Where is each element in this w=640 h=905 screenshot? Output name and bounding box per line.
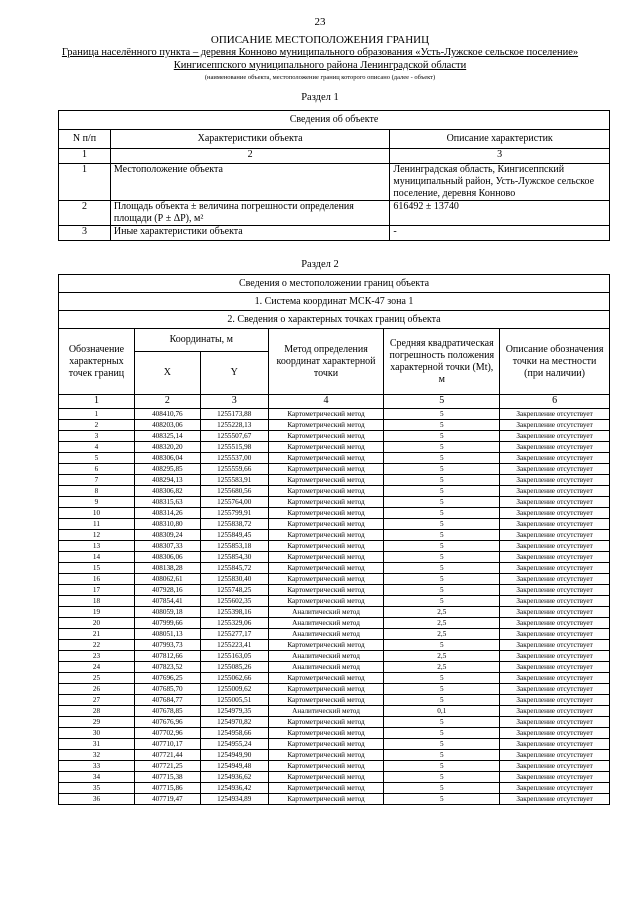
point-description: Закрепление отсутствует <box>500 409 610 420</box>
table-row <box>59 453 610 464</box>
coord-x: 407696,25 <box>134 673 200 684</box>
table-row <box>59 431 610 442</box>
coord-x: 408306,06 <box>134 552 200 563</box>
coord-x: 408138,28 <box>134 563 200 574</box>
coord-y: 1255329,06 <box>200 618 268 629</box>
coord-x: 407678,85 <box>134 706 200 717</box>
coord-y: 1254970,82 <box>200 717 268 728</box>
coordinate-system: 1. Система координат МСК-47 зона 1 <box>59 293 610 311</box>
coord-y: 1255583,91 <box>200 475 268 486</box>
table-row <box>59 201 610 226</box>
point-description: Закрепление отсутствует <box>500 519 610 530</box>
table-row <box>59 164 610 201</box>
point-name: 14 <box>59 552 135 563</box>
coord-y: 1255085,26 <box>200 662 268 673</box>
point-description: Закрепление отсутствует <box>500 596 610 607</box>
point-description: Закрепление отсутствует <box>500 453 610 464</box>
coord-x: 407719,47 <box>134 794 200 805</box>
coord-y: 1255515,98 <box>200 442 268 453</box>
col-error-header: Средняя квадратическая погрешность положения характерной точки (Mt), м <box>384 329 500 395</box>
point-description: Закрепление отсутствует <box>500 629 610 640</box>
table-row <box>59 541 610 552</box>
mean-error: 5 <box>384 497 500 508</box>
mean-error: 5 <box>384 541 500 552</box>
point-description: Закрепление отсутствует <box>500 607 610 618</box>
row-number: 2 <box>59 201 111 226</box>
table-row <box>59 409 610 420</box>
point-name: 29 <box>59 717 135 728</box>
table-row <box>59 563 610 574</box>
table-row <box>59 607 610 618</box>
coord-x: 408310,80 <box>134 519 200 530</box>
coord-y: 1255559,66 <box>200 464 268 475</box>
point-name: 24 <box>59 662 135 673</box>
method: Картометрический метод <box>268 409 384 420</box>
col-index: 3 <box>200 395 268 409</box>
coord-x: 408294,13 <box>134 475 200 486</box>
method: Аналитический метод <box>268 651 384 662</box>
col-characteristic-header: Характеристики объекта <box>110 130 389 149</box>
mean-error: 5 <box>384 684 500 695</box>
point-description: Закрепление отсутствует <box>500 431 610 442</box>
method: Картометрический метод <box>268 750 384 761</box>
method: Картометрический метод <box>268 574 384 585</box>
coord-y: 1255764,00 <box>200 497 268 508</box>
characteristic-value: Ленинградская область, Кингисеппский муниципальный район, Усть-Лужское сельское поселение, деревня Конново <box>390 164 610 201</box>
point-description: Закрепление отсутствует <box>500 695 610 706</box>
table-row <box>59 442 610 453</box>
coord-x: 408325,14 <box>134 431 200 442</box>
table-row <box>59 750 610 761</box>
col-number-header: N п/п <box>59 130 111 149</box>
coord-x: 407685,70 <box>134 684 200 695</box>
object-info-title: Сведения об объекте <box>59 111 610 130</box>
method: Картометрический метод <box>268 783 384 794</box>
table-row <box>59 629 610 640</box>
method: Картометрический метод <box>268 442 384 453</box>
point-name: 16 <box>59 574 135 585</box>
point-name: 23 <box>59 651 135 662</box>
mean-error: 2,5 <box>384 662 500 673</box>
coord-x: 407854,41 <box>134 596 200 607</box>
point-name: 5 <box>59 453 135 464</box>
table-row <box>59 585 610 596</box>
mean-error: 2,5 <box>384 607 500 618</box>
coord-y: 1254955,24 <box>200 739 268 750</box>
coord-y: 1255838,72 <box>200 519 268 530</box>
coord-y: 1255009,62 <box>200 684 268 695</box>
method: Картометрический метод <box>268 640 384 651</box>
point-description: Закрепление отсутствует <box>500 563 610 574</box>
mean-error: 0,1 <box>384 706 500 717</box>
point-description: Закрепление отсутствует <box>500 706 610 717</box>
method: Картометрический метод <box>268 497 384 508</box>
boundary-points-table <box>58 274 610 805</box>
method: Картометрический метод <box>268 761 384 772</box>
point-description: Закрепление отсутствует <box>500 651 610 662</box>
point-name: 6 <box>59 464 135 475</box>
coord-y: 1255845,72 <box>200 563 268 574</box>
coord-y: 1254979,35 <box>200 706 268 717</box>
method: Картометрический метод <box>268 420 384 431</box>
table-row <box>59 226 610 241</box>
coord-y: 1255005,51 <box>200 695 268 706</box>
mean-error: 5 <box>384 695 500 706</box>
point-description: Закрепление отсутствует <box>500 761 610 772</box>
characteristic-name: Площадь объекта ± величина погрешности определения площади (Р ± ΔР), м² <box>110 201 389 226</box>
coord-x: 407993,73 <box>134 640 200 651</box>
method: Картометрический метод <box>268 486 384 497</box>
coord-x: 408309,24 <box>134 530 200 541</box>
point-name: 1 <box>59 409 135 420</box>
coord-y: 1254958,66 <box>200 728 268 739</box>
point-description: Закрепление отсутствует <box>500 541 610 552</box>
table-row <box>59 640 610 651</box>
mean-error: 5 <box>384 673 500 684</box>
row-number: 1 <box>59 164 111 201</box>
coord-y: 1255602,35 <box>200 596 268 607</box>
col-coordinates-header: Координаты, м <box>134 329 268 352</box>
object-name-note: (наименование объекта, местоположение границ которого описано (далее - объект) <box>204 74 436 81</box>
col-description-header: Описание характеристик <box>390 130 610 149</box>
mean-error: 5 <box>384 475 500 486</box>
mean-error: 5 <box>384 563 500 574</box>
table-row <box>59 651 610 662</box>
section2-heading: Раздел 2 <box>301 259 339 270</box>
coord-y: 1255223,41 <box>200 640 268 651</box>
coord-x: 408307,33 <box>134 541 200 552</box>
coord-y: 1254936,62 <box>200 772 268 783</box>
col-method-header: Метод определения координат характерной точки <box>268 329 384 395</box>
coord-y: 1255537,00 <box>200 453 268 464</box>
coord-y: 1255854,30 <box>200 552 268 563</box>
method: Аналитический метод <box>268 607 384 618</box>
point-description: Закрепление отсутствует <box>500 662 610 673</box>
mean-error: 5 <box>384 772 500 783</box>
mean-error: 5 <box>384 486 500 497</box>
col-index: 3 <box>390 149 610 164</box>
mean-error: 5 <box>384 794 500 805</box>
mean-error: 5 <box>384 409 500 420</box>
col-index: 5 <box>384 395 500 409</box>
boundaries-title: Сведения о местоположении границ объекта <box>59 275 610 293</box>
method: Картометрический метод <box>268 552 384 563</box>
point-name: 28 <box>59 706 135 717</box>
coord-y: 1254949,48 <box>200 761 268 772</box>
point-name: 17 <box>59 585 135 596</box>
mean-error: 5 <box>384 783 500 794</box>
point-name: 31 <box>59 739 135 750</box>
point-name: 2 <box>59 420 135 431</box>
mean-error: 2,5 <box>384 651 500 662</box>
point-name: 36 <box>59 794 135 805</box>
method: Картометрический метод <box>268 453 384 464</box>
point-description: Закрепление отсутствует <box>500 739 610 750</box>
method: Картометрический метод <box>268 717 384 728</box>
method: Картометрический метод <box>268 541 384 552</box>
table-row <box>59 530 610 541</box>
col-index: 2 <box>134 395 200 409</box>
table-row <box>59 794 610 805</box>
table-row <box>59 497 610 508</box>
mean-error: 5 <box>384 442 500 453</box>
mean-error: 5 <box>384 453 500 464</box>
mean-error: 5 <box>384 761 500 772</box>
point-description: Закрепление отсутствует <box>500 783 610 794</box>
coord-y: 1255173,88 <box>200 409 268 420</box>
coord-y: 1254936,42 <box>200 783 268 794</box>
mean-error: 5 <box>384 431 500 442</box>
table-row <box>59 706 610 717</box>
table-row <box>59 728 610 739</box>
point-name: 15 <box>59 563 135 574</box>
point-name: 12 <box>59 530 135 541</box>
section1-heading: Раздел 1 <box>301 92 339 103</box>
point-description: Закрепление отсутствует <box>500 717 610 728</box>
coord-y: 1255507,67 <box>200 431 268 442</box>
mean-error: 5 <box>384 552 500 563</box>
method: Картометрический метод <box>268 728 384 739</box>
point-description: Закрепление отсутствует <box>500 750 610 761</box>
col-x-header: X <box>134 352 200 395</box>
point-description: Закрепление отсутствует <box>500 442 610 453</box>
coord-x: 408410,76 <box>134 409 200 420</box>
method: Картометрический метод <box>268 772 384 783</box>
table-row <box>59 662 610 673</box>
mean-error: 2,5 <box>384 629 500 640</box>
mean-error: 5 <box>384 519 500 530</box>
coord-x: 408306,82 <box>134 486 200 497</box>
object-info-table <box>58 110 610 241</box>
point-description: Закрепление отсутствует <box>500 486 610 497</box>
mean-error: 5 <box>384 574 500 585</box>
method: Картометрический метод <box>268 794 384 805</box>
point-name: 11 <box>59 519 135 530</box>
table-row <box>59 508 610 519</box>
mean-error: 5 <box>384 464 500 475</box>
point-description: Закрепление отсутствует <box>500 464 610 475</box>
coord-x: 407721,25 <box>134 761 200 772</box>
point-name: 35 <box>59 783 135 794</box>
coord-x: 408059,18 <box>134 607 200 618</box>
point-description: Закрепление отсутствует <box>500 552 610 563</box>
point-name: 32 <box>59 750 135 761</box>
table-row <box>59 596 610 607</box>
table-row <box>59 761 610 772</box>
coord-x: 407823,52 <box>134 662 200 673</box>
coord-x: 407676,96 <box>134 717 200 728</box>
method: Картометрический метод <box>268 673 384 684</box>
method: Картометрический метод <box>268 563 384 574</box>
point-description: Закрепление отсутствует <box>500 618 610 629</box>
table-row <box>59 684 610 695</box>
coord-x: 408306,04 <box>134 453 200 464</box>
points-title: 2. Сведения о характерных точках границ объекта <box>59 311 610 329</box>
method: Картометрический метод <box>268 684 384 695</box>
coord-x: 407812,66 <box>134 651 200 662</box>
coord-y: 1255680,56 <box>200 486 268 497</box>
col-y-header: Y <box>200 352 268 395</box>
point-name: 33 <box>59 761 135 772</box>
method: Аналитический метод <box>268 629 384 640</box>
point-name: 25 <box>59 673 135 684</box>
point-name: 7 <box>59 475 135 486</box>
point-name: 30 <box>59 728 135 739</box>
method: Картометрический метод <box>268 431 384 442</box>
mean-error: 5 <box>384 640 500 651</box>
coord-x: 407999,66 <box>134 618 200 629</box>
point-name: 9 <box>59 497 135 508</box>
point-name: 22 <box>59 640 135 651</box>
point-description: Закрепление отсутствует <box>500 794 610 805</box>
point-description: Закрепление отсутствует <box>500 772 610 783</box>
point-name: 27 <box>59 695 135 706</box>
col-point-name-header: Обозначение характерных точек границ <box>59 329 135 395</box>
coord-y: 1255163,05 <box>200 651 268 662</box>
point-description: Закрепление отсутствует <box>500 574 610 585</box>
point-description: Закрепление отсутствует <box>500 728 610 739</box>
coord-y: 1254949,90 <box>200 750 268 761</box>
coord-y: 1255398,16 <box>200 607 268 618</box>
method: Картометрический метод <box>268 508 384 519</box>
table-row <box>59 739 610 750</box>
point-name: 19 <box>59 607 135 618</box>
coord-y: 1255277,17 <box>200 629 268 640</box>
method: Картометрический метод <box>268 739 384 750</box>
coord-y: 1255849,45 <box>200 530 268 541</box>
table-row <box>59 574 610 585</box>
point-name: 34 <box>59 772 135 783</box>
mean-error: 5 <box>384 717 500 728</box>
col-index: 4 <box>268 395 384 409</box>
coord-y: 1255799,91 <box>200 508 268 519</box>
mean-error: 5 <box>384 508 500 519</box>
page-number: 23 <box>314 16 326 28</box>
point-description: Закрепление отсутствует <box>500 497 610 508</box>
coord-y: 1255853,18 <box>200 541 268 552</box>
col-index: 6 <box>500 395 610 409</box>
coord-y: 1255228,13 <box>200 420 268 431</box>
table-row <box>59 552 610 563</box>
point-description: Закрепление отсутствует <box>500 508 610 519</box>
point-description: Закрепление отсутствует <box>500 684 610 695</box>
point-description: Закрепление отсутствует <box>500 673 610 684</box>
mean-error: 5 <box>384 739 500 750</box>
col-index: 2 <box>110 149 389 164</box>
coord-x: 407702,96 <box>134 728 200 739</box>
coord-x: 407715,86 <box>134 783 200 794</box>
method: Аналитический метод <box>268 618 384 629</box>
coord-x: 408295,85 <box>134 464 200 475</box>
mean-error: 5 <box>384 585 500 596</box>
table-row <box>59 673 610 684</box>
point-name: 4 <box>59 442 135 453</box>
col-index: 1 <box>59 149 111 164</box>
object-name-line1: Граница населённого пункта – деревня Конново муниципального образования «Усть-Лужское сельское поселение» <box>61 47 579 58</box>
coord-x: 407710,17 <box>134 739 200 750</box>
table-row <box>59 618 610 629</box>
document-title: ОПИСАНИЕ МЕСТОПОЛОЖЕНИЯ ГРАНИЦ <box>210 34 430 46</box>
table-row <box>59 519 610 530</box>
table-row <box>59 420 610 431</box>
coord-y: 1255062,66 <box>200 673 268 684</box>
point-name: 18 <box>59 596 135 607</box>
coord-x: 407684,77 <box>134 695 200 706</box>
characteristic-value: - <box>390 226 610 241</box>
table-row <box>59 783 610 794</box>
row-number: 3 <box>59 226 111 241</box>
mean-error: 5 <box>384 596 500 607</box>
col-description-header: Описание обозначения точки на местности (при наличии) <box>500 329 610 395</box>
table-row <box>59 772 610 783</box>
object-name-line2: Кингисеппского муниципального района Ленинградской области <box>173 60 467 71</box>
coord-y: 1255748,25 <box>200 585 268 596</box>
point-description: Закрепление отсутствует <box>500 585 610 596</box>
characteristic-name: Местоположение объекта <box>110 164 389 201</box>
table-row <box>59 486 610 497</box>
characteristic-value: 616492 ± 13740 <box>390 201 610 226</box>
coord-y: 1254934,89 <box>200 794 268 805</box>
method: Картометрический метод <box>268 695 384 706</box>
table-row <box>59 695 610 706</box>
coord-x: 408314,26 <box>134 508 200 519</box>
coord-x: 408315,63 <box>134 497 200 508</box>
method: Аналитический метод <box>268 662 384 673</box>
point-description: Закрепление отсутствует <box>500 420 610 431</box>
coord-x: 408051,13 <box>134 629 200 640</box>
point-name: 13 <box>59 541 135 552</box>
point-name: 8 <box>59 486 135 497</box>
coord-x: 408203,06 <box>134 420 200 431</box>
method: Аналитический метод <box>268 706 384 717</box>
coord-x: 407721,44 <box>134 750 200 761</box>
col-index: 1 <box>59 395 135 409</box>
coord-x: 407715,38 <box>134 772 200 783</box>
mean-error: 5 <box>384 530 500 541</box>
mean-error: 5 <box>384 750 500 761</box>
point-name: 20 <box>59 618 135 629</box>
method: Картометрический метод <box>268 464 384 475</box>
method: Картометрический метод <box>268 519 384 530</box>
mean-error: 5 <box>384 728 500 739</box>
coord-x: 408320,20 <box>134 442 200 453</box>
coord-y: 1255830,40 <box>200 574 268 585</box>
point-name: 26 <box>59 684 135 695</box>
point-name: 3 <box>59 431 135 442</box>
coord-x: 407928,16 <box>134 585 200 596</box>
mean-error: 5 <box>384 420 500 431</box>
coord-x: 408062,61 <box>134 574 200 585</box>
table-row <box>59 464 610 475</box>
table-row <box>59 717 610 728</box>
point-name: 21 <box>59 629 135 640</box>
table-row <box>59 475 610 486</box>
point-description: Закрепление отсутствует <box>500 530 610 541</box>
characteristic-name: Иные характеристики объекта <box>110 226 389 241</box>
method: Картометрический метод <box>268 530 384 541</box>
point-description: Закрепление отсутствует <box>500 640 610 651</box>
point-name: 10 <box>59 508 135 519</box>
method: Картометрический метод <box>268 585 384 596</box>
method: Картометрический метод <box>268 475 384 486</box>
method: Картометрический метод <box>268 596 384 607</box>
point-description: Закрепление отсутствует <box>500 475 610 486</box>
mean-error: 2,5 <box>384 618 500 629</box>
